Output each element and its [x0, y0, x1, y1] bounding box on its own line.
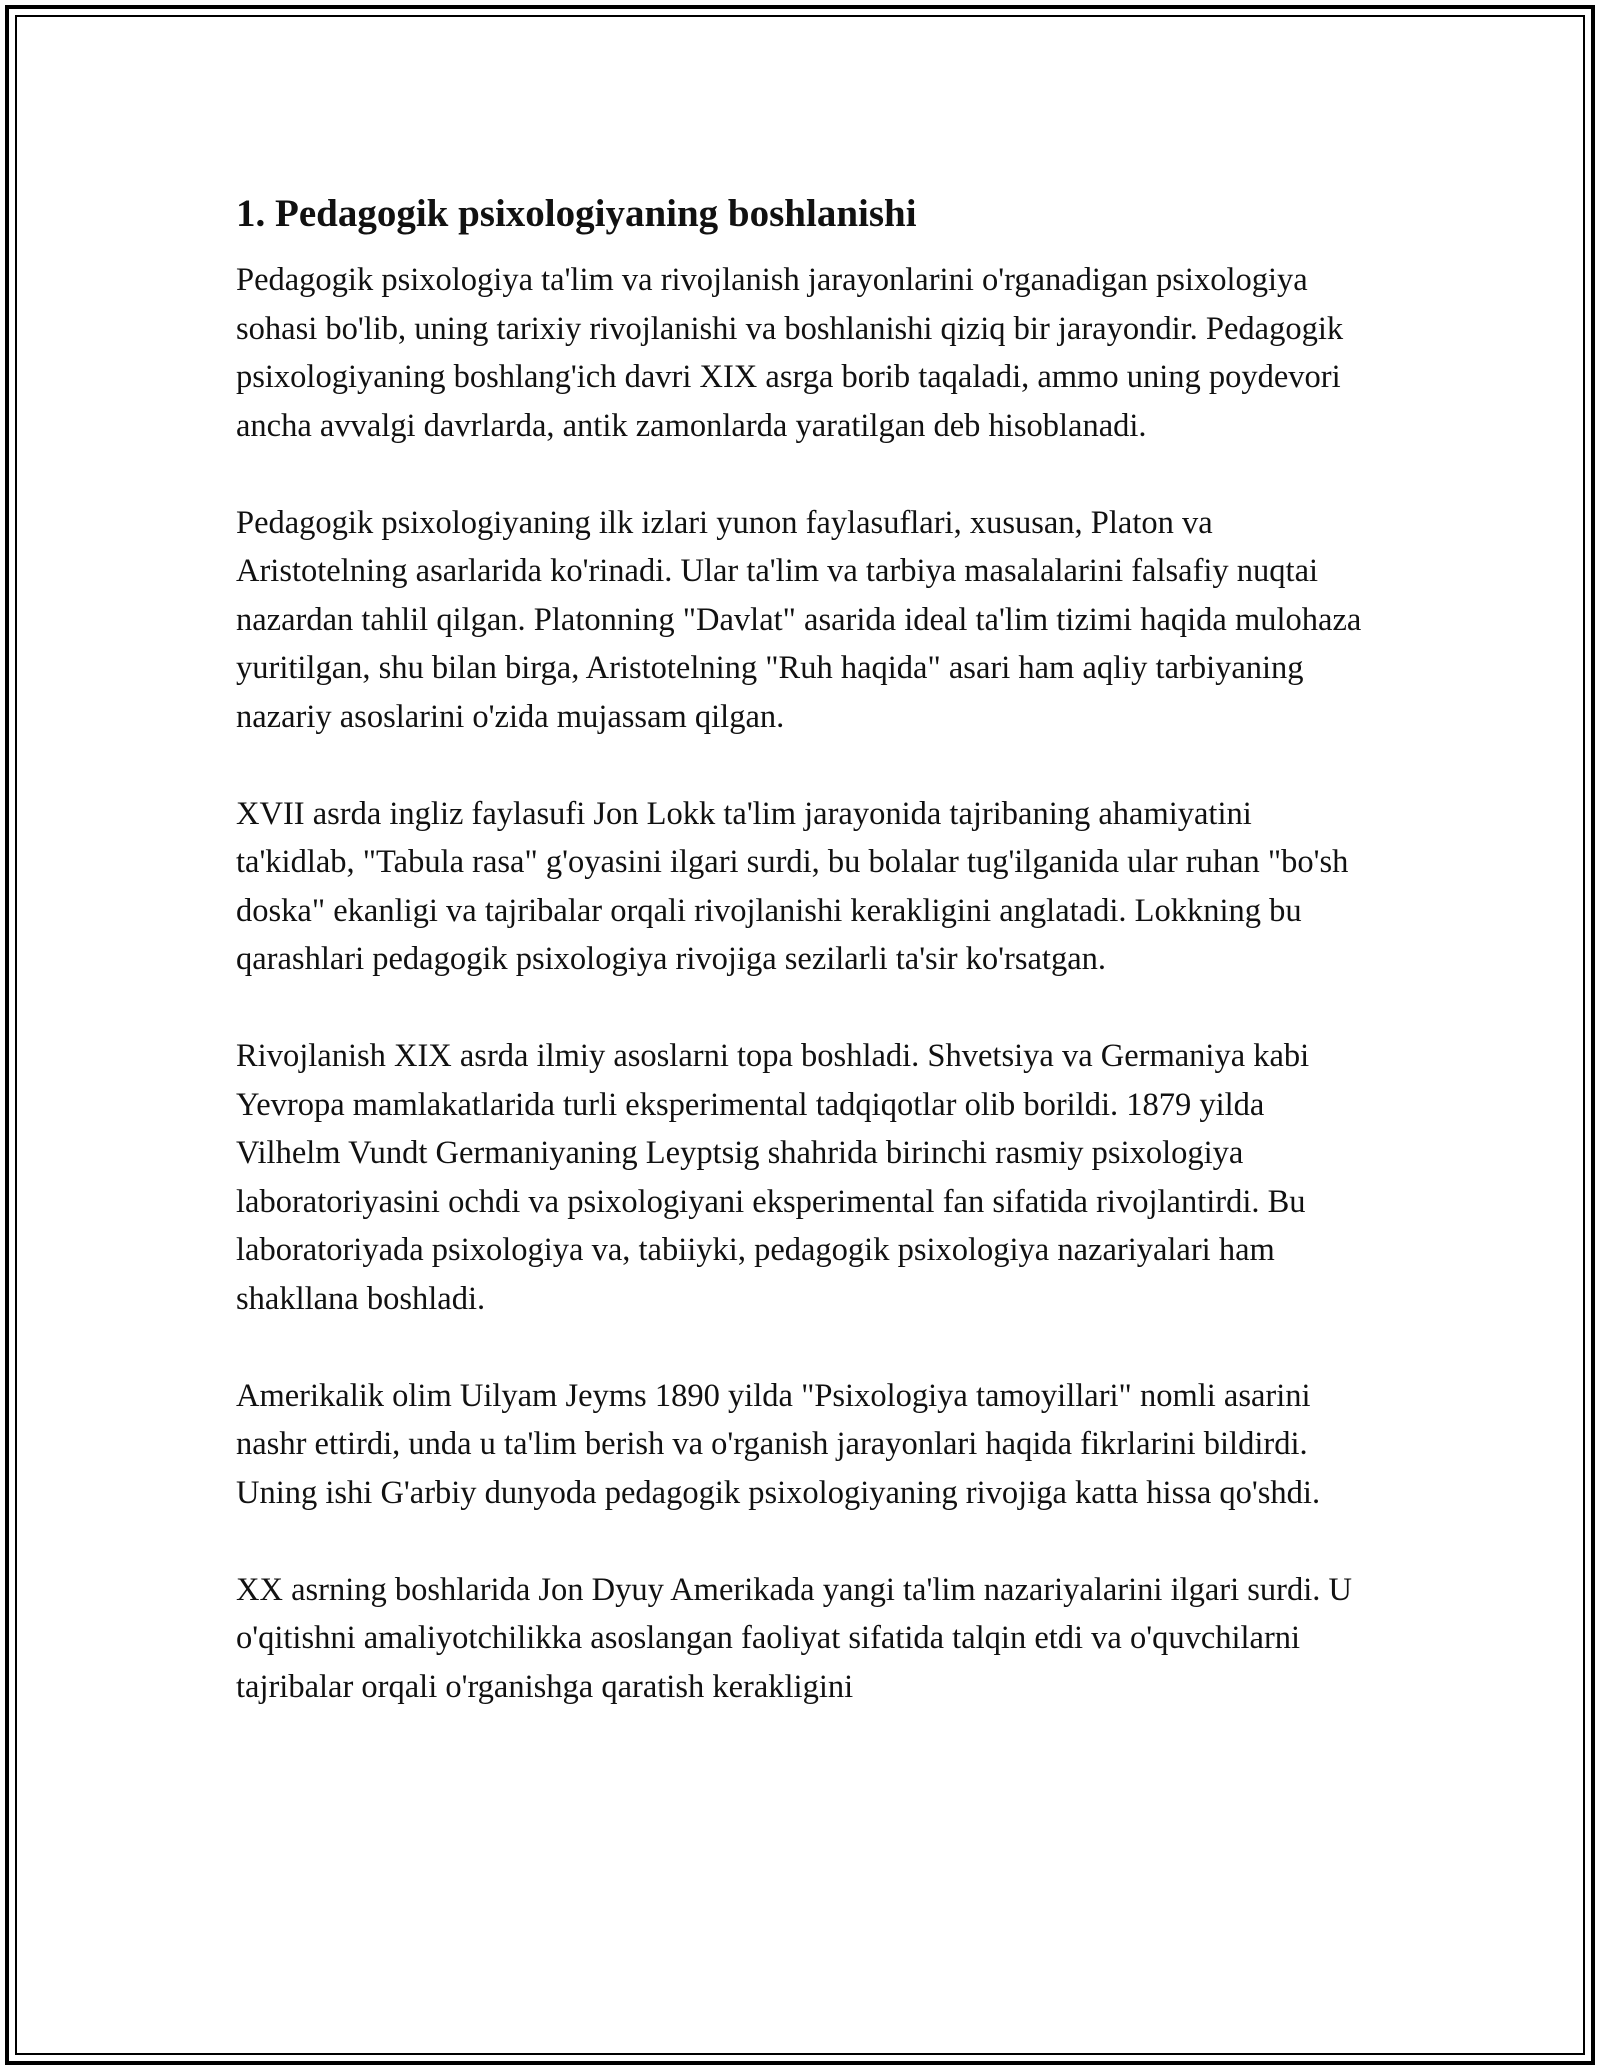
paragraph-5: Amerikalik olim Uilyam Jeyms 1890 yilda "Psixologiya tamoyillari" nomli asarini nashr ettirdi, unda u ta'lim berish va o'rganish jarayonlari haqida fikrlarini bildirdi. Uning ishi G'arbiy dunyoda pedagogik psixologiyaning rivojiga katta hissa qo'shdi.	[236, 1377, 1321, 1511]
paragraph-6: XX asrning boshlarida Jon Dyuy Amerikada yangi ta'lim nazariyalarini ilgari surdi. U o'qitishni amaliyotchilikka asoslangan faoliyat sifatida talqin etdi va o'quvchilarni tajribalar orqali o'rganishga qaratish kerakligini	[236, 1571, 1352, 1705]
paragraph-2: Pedagogik psixologiyaning ilk izlari yunon faylasuflari, xususan, Platon va Aristotelning asarlarida ko'rinadi. Ular ta'lim va tarbiya masalalarini falsafiy nuqtai nazardan tahlil qilgan. Platonning "Davlat" asarida ideal ta'lim tizimi haqida mulohaza yuritilgan, shu bilan birga, Aristotelning "Ruh haqida" asari ham aqliy tarbiyaning nazariy asoslarini o'zida mujassam qilgan.	[236, 504, 1362, 735]
paragraph-1: Pedagogik psixologiya ta'lim va rivojlanish jarayonlarini o'rganadigan psixologiya sohasi bo'lib, uning tarixiy rivojlanishi va boshlanishi qiziq bir jarayondir. Pedagogik psixologiyaning boshlang'ich davri XIX asrga borib taqaladi, ammo uning poydevori ancha avvalgi davrlarda, antik zamonlarda yaratilgan deb hisoblanadi.	[236, 262, 1344, 444]
section-heading: 1. Pedagogik psixologiyaning boshlanishi	[236, 192, 917, 235]
paragraph-3: XVII asrda ingliz faylasufi Jon Lokk ta'lim jarayonida tajribaning ahamiyatini ta'kidlab, "Tabula rasa" g'oyasini ilgari surdi, bu bolalar tug'ilganida ular ruhan "bo'sh doska" ekanligi va tajribalar orqali rivojlanishi kerakligini anglatadi. Lokkning bu qarashlari pedagogik psixologiya rivojiga sezilarli ta'sir ko'rsatgan.	[236, 795, 1349, 977]
document-body	[236, 184, 1366, 1760]
paragraph-4: Rivojlanish XIX asrda ilmiy asoslarni topa boshladi. Shvetsiya va Germaniya kabi Yevropa mamlakatlarida turli eksperimental tadqiqotlar olib borildi. 1879 yilda Vilhelm Vundt Germaniyaning Leyptsig shahrida birinchi rasmiy psixologiya laboratoriyasini ochdi va psixologiyani eksperimental fan sifatida rivojlantirdi. Bu laboratoriyada psixologiya va, tabiiyki, pedagogik psixologiya nazariyalari ham shakllana boshladi.	[236, 1038, 1310, 1317]
